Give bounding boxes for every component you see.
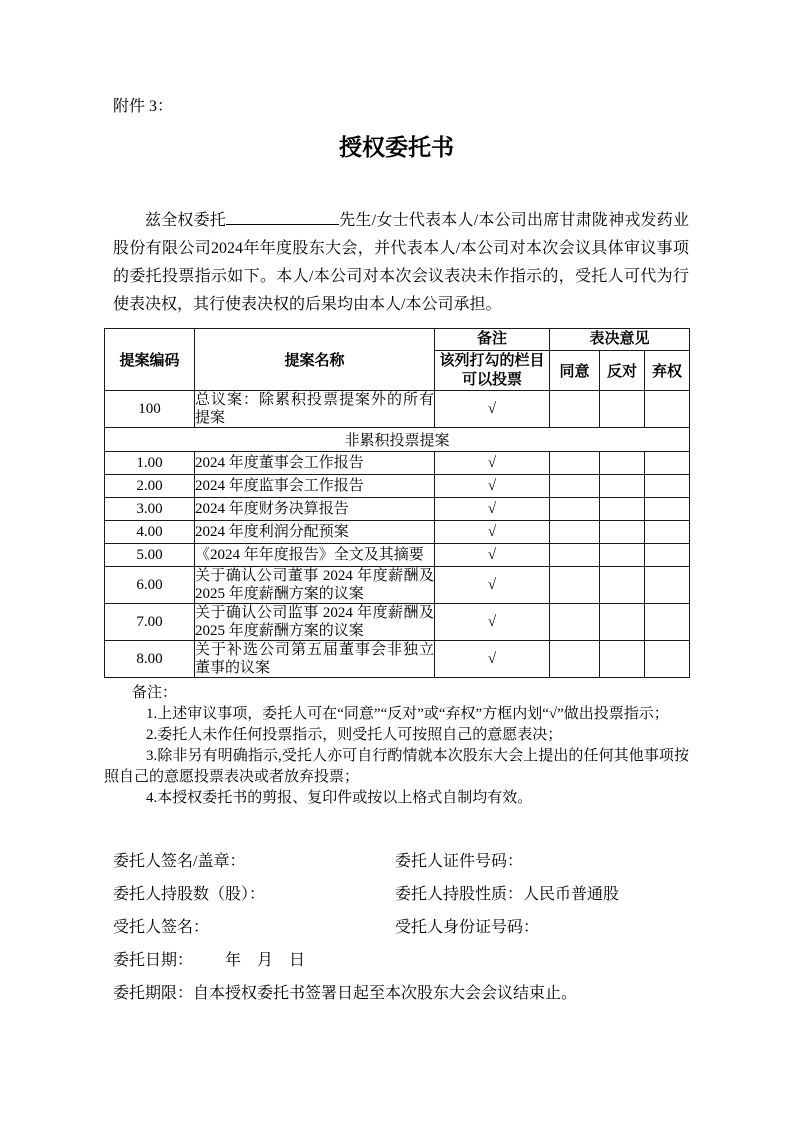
remark-check-cell: √	[435, 475, 550, 498]
proposal-row	[105, 567, 690, 604]
proposal-name-cell: 2024 年度董事会工作报告	[195, 452, 435, 475]
remark-check-cell: √	[435, 567, 550, 604]
remark-check-cell: √	[435, 641, 550, 678]
signature-row	[113, 885, 689, 905]
signature-row	[113, 852, 689, 872]
remark-check-cell: √	[435, 452, 550, 475]
abstain-vote-cell[interactable]	[645, 641, 690, 678]
proposal-row	[105, 604, 690, 641]
agree-vote-cell[interactable]	[550, 567, 600, 604]
principal-signature-label: 委托人签名/盖章：	[113, 853, 246, 870]
proxy-name-blank-field[interactable]	[226, 209, 339, 225]
note-item-2: 2.委托人未作任何投票指示，则受托人可按照自己的意愿表决；	[146, 727, 563, 743]
abstain-vote-cell[interactable]	[645, 475, 690, 498]
intro-lead: 兹全权委托	[145, 212, 227, 229]
note-item-4: 4.本授权委托书的剪报、复印件或按以上格式自制均有效。	[146, 790, 533, 806]
abstain-vote-cell[interactable]	[645, 498, 690, 521]
signature-row	[113, 984, 689, 1004]
against-vote-cell[interactable]	[600, 544, 645, 567]
proposal-name-cell: 关于确认公司董事 2024 年度薪酬及 2025 年度薪酬方案的议案	[195, 568, 434, 602]
note-item-1: 1.上述审议事项，委托人可在“同意”“反对”或“弃权”方框内划“√”做出投票指示；	[146, 706, 669, 722]
notes-section	[104, 683, 689, 809]
proposal-name-cell: 2024 年度财务决算报告	[195, 498, 435, 521]
remark-check-cell: √	[435, 391, 550, 428]
proposal-code-cell: 4.00	[105, 521, 195, 544]
header-row-1	[105, 329, 690, 351]
against-vote-cell[interactable]	[600, 521, 645, 544]
remark-check-cell: √	[435, 498, 550, 521]
header-proposal-name: 提案名称	[195, 329, 435, 391]
proxy-id-number-label: 受托人身份证号码：	[395, 919, 540, 936]
proposal-code-cell: 8.00	[105, 641, 195, 678]
authorization-date-label: 委托日期： 年 月 日	[113, 952, 306, 969]
header-vote-opinion: 表决意见	[550, 329, 690, 351]
abstain-vote-cell[interactable]	[645, 567, 690, 604]
proposal-name-cell: 《2024 年年度报告》全文及其摘要	[195, 544, 435, 567]
page-title: 授权委托书	[339, 135, 454, 160]
remark-check-cell: √	[435, 521, 550, 544]
section-row	[105, 428, 690, 452]
against-vote-cell[interactable]	[600, 567, 645, 604]
proposal-row	[105, 498, 690, 521]
against-vote-cell[interactable]	[600, 498, 645, 521]
against-vote-cell[interactable]	[600, 391, 645, 428]
header-remark: 备注	[435, 329, 550, 351]
abstain-vote-cell[interactable]	[645, 391, 690, 428]
agree-vote-cell[interactable]	[550, 498, 600, 521]
proposal-code-cell: 7.00	[105, 604, 195, 641]
proxy-signature-label: 受托人签名：	[113, 919, 210, 936]
abstain-vote-cell[interactable]	[645, 452, 690, 475]
proposal-row	[105, 544, 690, 567]
proposal-row	[105, 452, 690, 475]
header-abstain: 弃权	[645, 351, 690, 391]
signature-row	[113, 918, 689, 938]
intro-paragraph	[113, 207, 689, 319]
proposal-row	[105, 521, 690, 544]
principal-share-type-label: 委托人持股性质：人民币普通股	[395, 886, 620, 903]
attachment-label: 附件 3：	[113, 98, 174, 115]
section-label: 非累积投票提案	[105, 428, 690, 452]
proposal-code-cell: 100	[105, 391, 195, 428]
proposal-name-cell: 2024 年度监事会工作报告	[195, 475, 435, 498]
header-against: 反对	[600, 351, 645, 391]
notes-title: 备注：	[132, 685, 178, 701]
against-vote-cell[interactable]	[600, 452, 645, 475]
proposal-code-cell: 3.00	[105, 498, 195, 521]
proposal-code-cell: 6.00	[105, 567, 195, 604]
proposal-row	[105, 475, 690, 498]
agree-vote-cell[interactable]	[550, 544, 600, 567]
agree-vote-cell[interactable]	[550, 641, 600, 678]
signature-row	[113, 951, 689, 971]
agree-vote-cell[interactable]	[550, 521, 600, 544]
against-vote-cell[interactable]	[600, 475, 645, 498]
proposal-code-cell: 5.00	[105, 544, 195, 567]
abstain-vote-cell[interactable]	[645, 604, 690, 641]
proposal-name-cell: 总议案：除累积投票提案外的所有提案	[195, 392, 434, 426]
remark-check-cell: √	[435, 604, 550, 641]
proposal-name-cell: 关于补选公司第五届董事会非独立董事的议案	[195, 642, 434, 676]
abstain-vote-cell[interactable]	[645, 521, 690, 544]
against-vote-cell[interactable]	[600, 604, 645, 641]
signature-section	[113, 852, 689, 1004]
proposal-code-cell: 2.00	[105, 475, 195, 498]
remark-check-cell: √	[435, 544, 550, 567]
agree-vote-cell[interactable]	[550, 452, 600, 475]
agree-vote-cell[interactable]	[550, 604, 600, 641]
agree-vote-cell[interactable]	[550, 475, 600, 498]
agree-vote-cell[interactable]	[550, 391, 600, 428]
proposal-name-cell: 关于确认公司监事 2024 年度薪酬及 2025 年度薪酬方案的议案	[195, 605, 434, 639]
abstain-vote-cell[interactable]	[645, 544, 690, 567]
header-remark-sub: 该列打勾的栏目可以投票	[435, 351, 550, 391]
against-vote-cell[interactable]	[600, 641, 645, 678]
principal-id-number-label: 委托人证件号码：	[395, 853, 524, 870]
proposal-row	[105, 641, 690, 678]
authorization-term-label: 委托期限：自本授权委托书签署日起至本次股东大会会议结束止。	[113, 985, 578, 1002]
proposal-vote-table	[104, 328, 690, 678]
proposal-name-cell: 2024 年度利润分配预案	[195, 521, 435, 544]
proposal-code-cell: 1.00	[105, 452, 195, 475]
principal-shares-label: 委托人持股数（股）：	[113, 886, 266, 903]
intro-rest: 先生/女士代表本人/本公司出席甘肃陇神戎发药业股份有限公司2024年年度股东大会，并代表本人/本公司对本次会议具体审议事项的委托投票指示如下。本人/本公司对本次会议表决未作指示的，受托人可代为行使表决权，其行使表决权的后果均由本人/本公司承担。	[113, 212, 689, 313]
note-item-3: 3.除非另有明确指示,受托人亦可自行酌情就本次股东大会上提出的任何其他事项按照自己的意愿投票表决或者放弃投票；	[104, 748, 689, 785]
header-agree: 同意	[550, 351, 600, 391]
proposal-row	[105, 391, 690, 428]
proposal-table-body	[105, 391, 690, 678]
header-proposal-code: 提案编码	[105, 329, 195, 391]
